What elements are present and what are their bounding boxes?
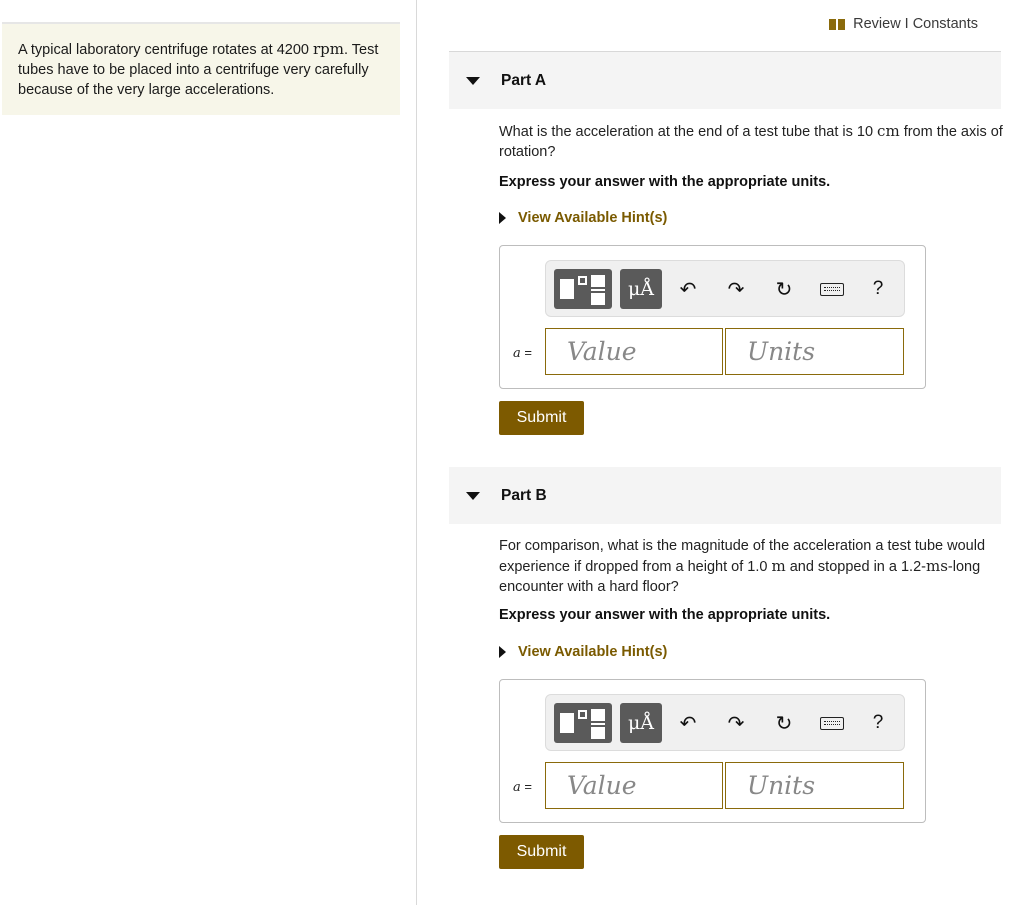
templates-button[interactable] bbox=[554, 269, 612, 309]
variable-label bbox=[513, 345, 532, 361]
fraction-bar-icon bbox=[591, 723, 605, 725]
undo-icon[interactable]: ↶ bbox=[679, 278, 697, 301]
symbols-button[interactable]: μÅ bbox=[620, 269, 662, 309]
panel-divider bbox=[416, 0, 417, 905]
review-constants-links bbox=[829, 16, 978, 32]
part-a-answer-box bbox=[499, 245, 926, 389]
variable-name: a bbox=[513, 780, 521, 795]
variable-name: a bbox=[513, 346, 521, 361]
fraction-top-icon bbox=[591, 275, 605, 287]
expand-caret-icon bbox=[499, 212, 506, 224]
part-a-title: Part A bbox=[501, 71, 547, 89]
question-unit: cm bbox=[877, 122, 900, 140]
fraction-bottom-icon bbox=[591, 727, 605, 739]
question-text: -long encounter with a hard floor? bbox=[499, 559, 981, 595]
template-box-icon bbox=[578, 276, 587, 285]
problem-intro bbox=[2, 24, 400, 115]
part-a-instructions: Express your answer with the appropriate units. bbox=[499, 174, 831, 190]
hint-label: View Available Hint(s) bbox=[518, 210, 668, 226]
equals-sign: = bbox=[520, 345, 532, 360]
value-input[interactable]: Value bbox=[545, 328, 723, 375]
hint-label: View Available Hint(s) bbox=[518, 644, 668, 660]
units-input[interactable]: Units bbox=[725, 328, 904, 375]
question-unit: m bbox=[771, 557, 786, 575]
help-icon[interactable]: ? bbox=[872, 712, 884, 733]
units-input[interactable]: Units bbox=[725, 762, 904, 809]
part-b-header[interactable] bbox=[449, 467, 1001, 524]
template-block-icon bbox=[560, 279, 574, 299]
template-box-icon bbox=[578, 710, 587, 719]
part-a-submit-button[interactable]: Submit bbox=[499, 401, 584, 435]
question-text: from the axis of rotation? bbox=[499, 124, 1003, 160]
question-text: For comparison, what is the magnitude of the acceleration a test tube would experience if dropped from a height of 1.0 bbox=[499, 538, 986, 575]
book-icon bbox=[829, 19, 845, 30]
part-b-hint-toggle[interactable] bbox=[499, 644, 667, 660]
fraction-bottom-icon bbox=[591, 293, 605, 305]
expand-caret-icon bbox=[499, 646, 506, 658]
collapse-caret-icon bbox=[466, 77, 480, 85]
variable-label bbox=[513, 779, 532, 795]
part-a-question bbox=[499, 121, 1019, 162]
redo-icon[interactable]: ↷ bbox=[727, 712, 745, 735]
question-text: and stopped in a 1.2- bbox=[785, 559, 926, 575]
redo-icon[interactable]: ↷ bbox=[727, 278, 745, 301]
value-input[interactable]: Value bbox=[545, 762, 723, 809]
question-unit: ms bbox=[925, 557, 948, 575]
fraction-top-icon bbox=[591, 709, 605, 721]
collapse-caret-icon bbox=[466, 492, 480, 500]
reset-icon[interactable]: ↻ bbox=[775, 712, 793, 735]
review-link[interactable]: Review bbox=[853, 16, 901, 32]
symbols-button[interactable]: μÅ bbox=[620, 703, 662, 743]
link-separator: I bbox=[904, 16, 909, 32]
part-b-instructions: Express your answer with the appropriate units. bbox=[499, 607, 831, 623]
fraction-bar-icon bbox=[591, 289, 605, 291]
part-a-header[interactable] bbox=[449, 52, 1001, 109]
constants-link[interactable]: Constants bbox=[912, 16, 978, 32]
keyboard-icon[interactable] bbox=[818, 275, 846, 303]
keyboard-icon[interactable] bbox=[818, 709, 846, 737]
intro-text: A typical laboratory centrifuge rotates at 4200 bbox=[18, 42, 314, 58]
math-toolbar bbox=[545, 694, 905, 751]
intro-text-end: . Test tubes have to be placed into a centrifuge very carefully because of the very large accelerations. bbox=[18, 42, 379, 98]
equals-sign: = bbox=[520, 779, 532, 794]
question-text: What is the acceleration at the end of a test tube that is 10 bbox=[499, 124, 878, 140]
part-b-title: Part B bbox=[501, 486, 547, 504]
reset-icon[interactable]: ↻ bbox=[775, 278, 793, 301]
templates-button[interactable] bbox=[554, 703, 612, 743]
part-b-submit-button[interactable]: Submit bbox=[499, 835, 584, 869]
intro-unit: rpm bbox=[313, 40, 345, 58]
math-toolbar bbox=[545, 260, 905, 317]
part-b-question bbox=[499, 536, 1019, 597]
undo-icon[interactable]: ↶ bbox=[679, 712, 697, 735]
part-a-hint-toggle[interactable] bbox=[499, 210, 667, 226]
part-b-answer-box bbox=[499, 679, 926, 823]
help-icon[interactable]: ? bbox=[872, 278, 884, 299]
template-block-icon bbox=[560, 713, 574, 733]
